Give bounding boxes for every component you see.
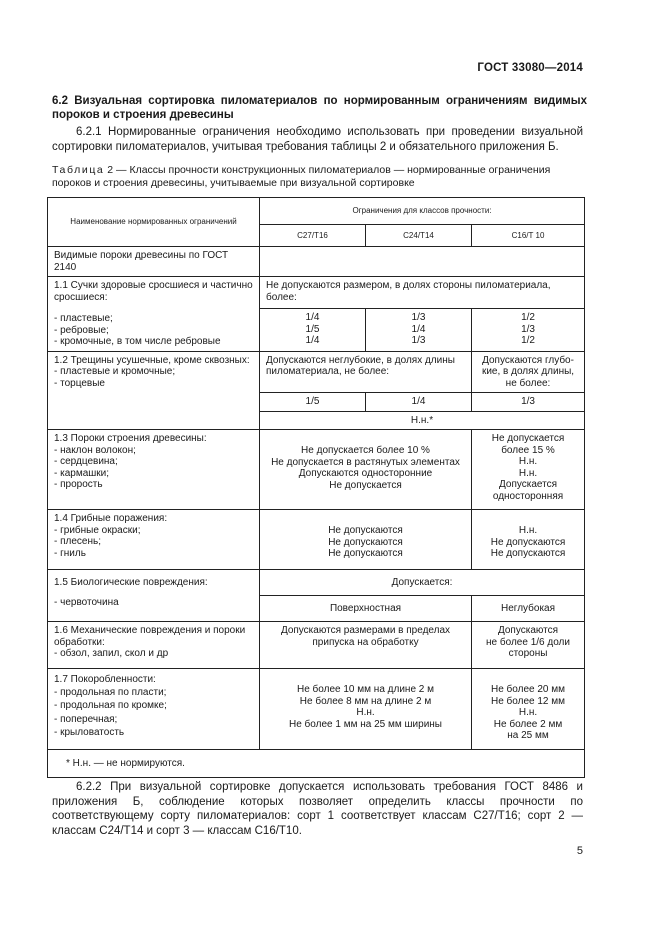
value: Не допускается в растянутых элементах <box>271 456 460 468</box>
value: на 25 мм <box>507 730 549 741</box>
row-title: 1.7 Покоробленности: <box>54 674 156 685</box>
row-title: 1.4 Грибные поражения: <box>54 513 168 524</box>
row-1-2-note-c16: Допускаются глубо-кие, в долях длины, не более: <box>472 351 585 393</box>
value: Допускаются <box>497 625 559 636</box>
list-item: - пластевые; <box>54 313 113 324</box>
value: Не более 10 мм на длине 2 м <box>297 684 434 695</box>
row-items <box>54 366 253 389</box>
row-title: 1.2 Трещины усушечные, кроме сквозных: <box>54 354 250 366</box>
visible-defects-heading: Видимые пороки древесины по ГОСТ 2140 <box>48 247 260 277</box>
list-item: - наклон волокон; <box>54 444 136 456</box>
row-1-1-c24 <box>366 309 472 351</box>
page-number: 5 <box>576 845 583 857</box>
row-items <box>54 445 253 491</box>
value: 1/3 <box>411 312 426 324</box>
value: 1/3 <box>521 323 535 335</box>
row-1-5-c16: Неглубокая <box>472 596 585 622</box>
row-1-5-name <box>48 570 260 622</box>
value: Не допускается <box>491 433 565 444</box>
list-item: - торцевые <box>54 377 105 389</box>
list-item: - кармашки; <box>54 467 110 479</box>
row-1-5-c27-c24: Поверхностная <box>260 596 472 622</box>
value: Н.н. <box>356 707 375 718</box>
list-item: - червоточина <box>54 596 119 608</box>
value: Н.н. <box>518 707 538 718</box>
value: 1/5 <box>305 323 320 335</box>
header-name-cell: Наименование нормированных ограничений <box>48 198 260 247</box>
value: 1/4 <box>305 312 320 324</box>
value: Не допускается более 10 % <box>301 445 430 456</box>
class-header-c16: C16/T 10 <box>472 225 585 247</box>
list-item: - гниль <box>54 547 86 559</box>
list-item: - крыловатость <box>54 727 125 738</box>
value: Не допускаются <box>328 548 403 559</box>
value: Не допускаются <box>490 548 566 559</box>
row-1-4-c16 <box>472 510 585 570</box>
list-item: - прорость <box>54 479 103 490</box>
value: Не более 2 мм <box>493 718 563 730</box>
strength-class-table <box>47 197 585 778</box>
value: более 15 % <box>501 444 555 456</box>
row-1-2-name <box>48 351 260 430</box>
row-1-6-c16 <box>472 622 585 669</box>
value: Не более 8 мм на длине 2 м <box>299 695 432 707</box>
table-caption <box>52 164 583 190</box>
row-1-6-c27-c24 <box>260 622 472 669</box>
value: Допускаются односторонние <box>298 468 433 479</box>
table-footnote: * Н.н. — не нормируются. <box>48 750 585 778</box>
row-1-3-c16 <box>472 430 585 510</box>
value: Н.н. <box>518 456 538 467</box>
paragraph-6-2-1: 6.2.1 Нормированные ограничения необходимо использовать при проведении визуальной сортировки пиломатериалов, учитывая требования таблицы 2 и обязательного приложения Б. <box>52 126 583 153</box>
row-1-2-c24: 1/4 <box>366 393 472 412</box>
value: Не допускается <box>329 479 402 491</box>
value: стороны <box>508 648 548 659</box>
row-1-6-name <box>48 622 260 669</box>
value: Допускаются размерами в пределах <box>280 625 451 636</box>
value: не более 1/6 доли <box>486 636 570 648</box>
row-1-5-allowed: Допускается: <box>260 570 585 596</box>
value: Не допускаются <box>328 536 403 548</box>
row-items <box>54 525 253 560</box>
value: односторонняя <box>492 490 564 502</box>
class-header-c27: C27/T16 <box>260 225 366 247</box>
list-item: - поперечная; <box>54 713 118 725</box>
row-title: 1.5 Биологические повреждения: <box>54 577 208 588</box>
row-1-3-name <box>48 430 260 510</box>
row-1-2-c16: 1/3 <box>472 393 585 412</box>
value: припуска на обработку <box>312 636 419 648</box>
header-limits-cell: Ограничения для классов прочности: <box>260 198 585 225</box>
row-1-1-c16 <box>472 309 585 351</box>
row-title: 1.6 Механические повреждения и пороки обработки: <box>54 625 246 648</box>
value: Н.н. <box>518 467 538 479</box>
value: Допускается <box>499 479 558 490</box>
row-1-3-c27-c24 <box>260 430 472 510</box>
table-caption-text: 2 — Классы прочности конструкционных пиломатериалов — нормированные ограничения пороков и строения древесины, учитываемые при визуальной сортировке <box>52 164 551 189</box>
value: 1/2 <box>521 335 535 347</box>
value: 1/3 <box>411 335 426 347</box>
value: Не более 1 мм на 25 мм ширины <box>289 718 442 730</box>
list-item: - пластевые и кромочные; <box>54 366 176 377</box>
table-caption-label: Таблица <box>52 164 105 176</box>
value: Не более 12 мм <box>491 695 566 707</box>
list-item: - обзол, запил, скол и др <box>54 648 169 659</box>
paragraph-6-2-2: 6.2.2 При визуальной сортировке допускается использовать требования ГОСТ 8486 и приложения Б, соблюдение которых позволяет определить классы прочности по соответствующему сорту пиломатериалов: сорт 1 соответствует классам С27/Т16; сорт 2 — классам С24/Т14 и сорт 3 — классам С16/Т10. <box>52 781 583 837</box>
row-1-4-c27-c24 <box>260 510 472 570</box>
row-1-1-note: Не допускаются размером, в долях стороны пиломатериала, более: <box>260 277 585 309</box>
list-item: - продольная по пласти; <box>54 686 167 698</box>
row-title: 1.1 Сучки здоровые сросшиеся и частично сросшиеся: <box>54 280 253 303</box>
value: Не более 20 мм <box>491 684 566 695</box>
row-1-4-name <box>48 510 260 570</box>
row-1-7-c27-c24 <box>260 669 472 750</box>
list-item: - кромочные, в том числе ребровые <box>54 336 221 347</box>
list-item: - плесень; <box>54 536 101 547</box>
row-1-2-c27: 1/5 <box>260 393 366 412</box>
row-1-7-name <box>48 669 260 750</box>
list-item: - продольная по кромке; <box>54 700 167 711</box>
value: Н.н. <box>518 525 538 536</box>
list-item: - сердцевина; <box>54 456 118 467</box>
row-1-1-name <box>48 277 260 352</box>
list-item: - ребровые; <box>54 324 109 336</box>
row-items <box>54 313 253 348</box>
class-header-c24: C24/T14 <box>366 225 472 247</box>
section-heading: 6.2 Визуальная сортировка пиломатериалов по нормированным ограничениям видимых пороков и строения древесины <box>52 95 587 121</box>
value: 1/4 <box>411 323 426 335</box>
row-items <box>54 686 253 740</box>
row-1-2-note-c27-c24: Допускаются неглубокие, в долях длины пиломатериала, не более: <box>260 351 472 393</box>
row-1-7-c16 <box>472 669 585 750</box>
list-item: - грибные окраски; <box>54 524 141 536</box>
row-1-2-end-cracks: Н.н.* <box>260 411 585 430</box>
row-1-1-c27 <box>260 309 366 351</box>
document-code: ГОСТ 33080—2014 <box>477 62 583 74</box>
value: 1/2 <box>521 312 535 324</box>
value: 1/4 <box>305 335 320 347</box>
empty-cell <box>260 247 585 277</box>
value: Не допускаются <box>490 536 566 548</box>
value: Не допускаются <box>328 525 403 536</box>
row-title: 1.3 Пороки строения древесины: <box>54 433 207 444</box>
